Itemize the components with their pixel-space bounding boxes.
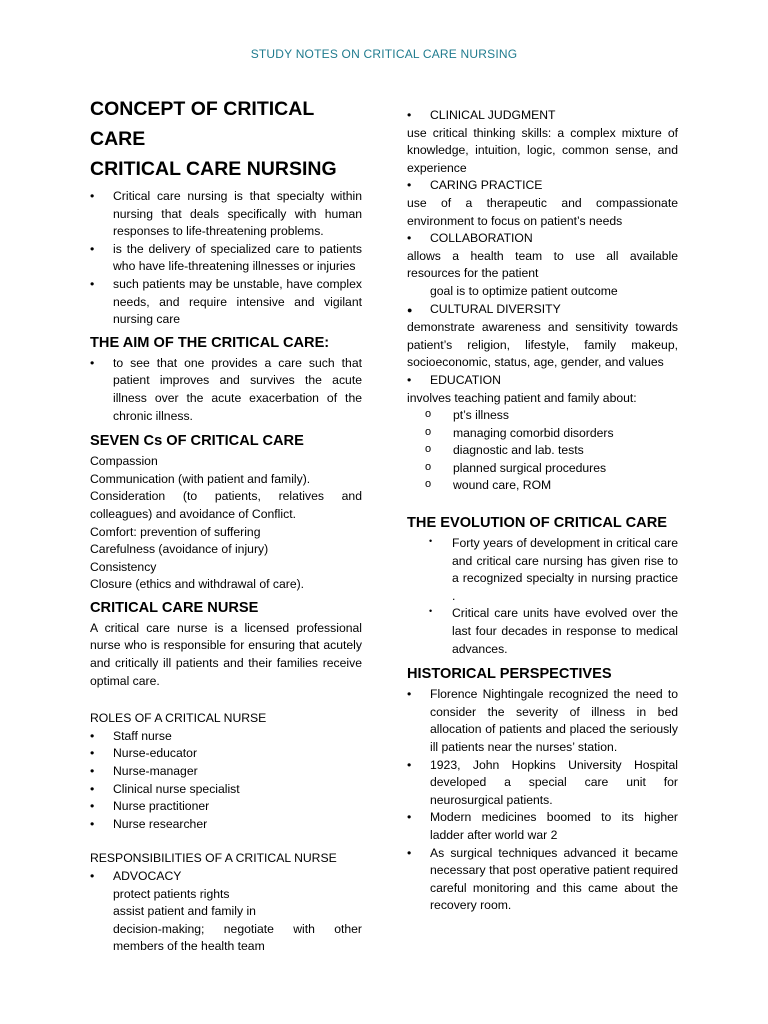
list-item: • Nurse-educator: [90, 745, 362, 763]
advocacy-line: assist patient and family in: [113, 904, 256, 919]
advocacy-label-row: [90, 868, 362, 886]
education-label: EDUCATION: [430, 372, 501, 387]
roles-list: [90, 728, 362, 834]
seven-cs-heading: SEVEN Cs OF CRITICAL CARE: [90, 433, 304, 450]
list-item: • Forty years of development in critical care and critical care nursing has given rise to a recognized specialty in nursing practice .: [407, 535, 678, 605]
clinical-label: CLINICAL JUDGMENT: [430, 108, 556, 122]
list-item: Consideration (to patients, relatives and colleagues) and avoidance of Conflict.: [90, 489, 362, 521]
list-item: • to see that one provides a care such that patient improves and survives the acute illness over the acute exacerbation of the chronic illness.: [90, 355, 362, 425]
advocacy-line: decision-making; negotiate with other members of the health team: [113, 921, 362, 954]
education-label-row: [407, 372, 678, 390]
education-text: involves teaching patient and family about:: [407, 390, 637, 405]
list-item: o planned surgical procedures: [425, 460, 678, 478]
cultural-text: demonstrate awareness and sensitivity towards patient’s religion, lifestyle, family makeup, socioeconomic, status, age, gender, and values: [407, 320, 678, 370]
list-item: • Florence Nightingale recognized the need to consider the severity of illness in bed allocation of patients and placed the seriously ill patients near the nurses’ station.: [407, 686, 678, 756]
list-item: Communication (with patient and family).: [90, 471, 311, 486]
list-item: Carefulness (avoidance of injury): [90, 542, 269, 557]
seven-cs-list: [90, 453, 362, 594]
document-header: STUDY NOTES ON CRITICAL CARE NURSING: [250, 47, 518, 61]
caring-label-row: [407, 177, 678, 195]
list-item: • is the delivery of specialized care to patients who have life-threatening illnesses or injuries: [90, 241, 362, 276]
left-column: [90, 94, 362, 956]
list-item: Consistency: [90, 559, 157, 574]
advocacy-line: protect patients rights: [113, 886, 230, 901]
responsibilities-heading: RESPONSIBILITIES OF A CRITICAL NURSE: [90, 851, 337, 866]
title-nursing: CRITICAL CARE NURSING: [90, 158, 337, 180]
education-list: [407, 407, 678, 495]
list-item: • Critical care nursing is that specialty within nursing that deals specifically with human responses to life-threatening problems.: [90, 188, 362, 241]
list-item: • Modern medicines boomed to its higher ladder after world war 2: [407, 809, 678, 844]
bullet-icon: [90, 868, 113, 886]
list-item: o managing comorbid disorders: [425, 425, 678, 443]
list-item: Comfort: prevention of suffering: [90, 524, 261, 539]
list-item: o pt’s illness: [425, 407, 678, 425]
list-item: • Staff nurse: [90, 728, 362, 746]
list-item: • Clinical nurse specialist: [90, 781, 362, 799]
list-item: Compassion: [90, 454, 158, 469]
collaboration-label-row: [407, 230, 678, 248]
list-item: • Critical care units have evolved over the last four decades in response to medical advances.: [407, 605, 678, 658]
evolution-heading: THE EVOLUTION OF CRITICAL CARE: [407, 515, 667, 532]
cultural-label-row: [407, 301, 678, 320]
title-concept: CONCEPT OF CRITICAL CARE: [90, 98, 314, 150]
list-item: o diagnostic and lab. tests: [425, 442, 678, 460]
history-heading: HISTORICAL PERSPECTIVES: [407, 666, 612, 683]
nurse-paragraph: A critical care nurse is a licensed professional nurse who is responsible for ensuring that acutely and critically ill patients and their families receive optimal care.: [90, 620, 362, 688]
list-item: • As surgical techniques advanced it became necessary that post operative patient required careful monitoring and this came about the recovery room.: [407, 845, 678, 915]
list-item: • Nurse practitioner: [90, 798, 362, 816]
bullet-icon: [407, 230, 430, 248]
collaboration-goal: goal is to optimize patient outcome: [430, 283, 618, 298]
caring-text: use of a therapeutic and compassionate environment to focus on patient’s needs: [407, 195, 678, 228]
clinical-label-row: [407, 107, 678, 125]
advocacy-label: ADVOCACY: [113, 869, 182, 883]
right-column: [407, 107, 678, 915]
bullet-icon: [407, 177, 430, 195]
bullet-icon: [407, 107, 430, 125]
cultural-label: CULTURAL DIVERSITY: [430, 302, 561, 317]
aim-heading: THE AIM OF THE CRITICAL CARE:: [90, 334, 330, 351]
list-item: • Nurse researcher: [90, 816, 362, 834]
concept-list: [90, 188, 362, 329]
collaboration-label: COLLABORATION: [430, 231, 533, 246]
nurse-heading: CRITICAL CARE NURSE: [90, 599, 259, 616]
roles-heading: ROLES OF A CRITICAL NURSE: [90, 711, 267, 726]
list-item: • Nurse-manager: [90, 763, 362, 781]
bullet-icon: [407, 372, 430, 390]
list-item: Closure (ethics and withdrawal of care).: [90, 577, 305, 592]
evolution-list: [407, 535, 678, 658]
bullet-icon: [407, 301, 430, 320]
list-item: • such patients may be unstable, have complex needs, and require intensive and vigilant nursing care: [90, 276, 362, 329]
clinical-text: use critical thinking skills: a complex mixture of knowledge, intuition, logic, common sense, and experience: [407, 125, 678, 175]
history-list: [407, 686, 678, 915]
list-item: • 1923, John Hopkins University Hospital developed a special care unit for neurosurgical patients.: [407, 757, 678, 810]
aim-list: [90, 355, 362, 425]
advocacy-text: [90, 886, 362, 956]
collaboration-text: allows a health team to use all available resources for the patient: [407, 248, 678, 281]
caring-label: CARING PRACTICE: [430, 178, 543, 193]
list-item: o wound care, ROM: [425, 477, 678, 495]
